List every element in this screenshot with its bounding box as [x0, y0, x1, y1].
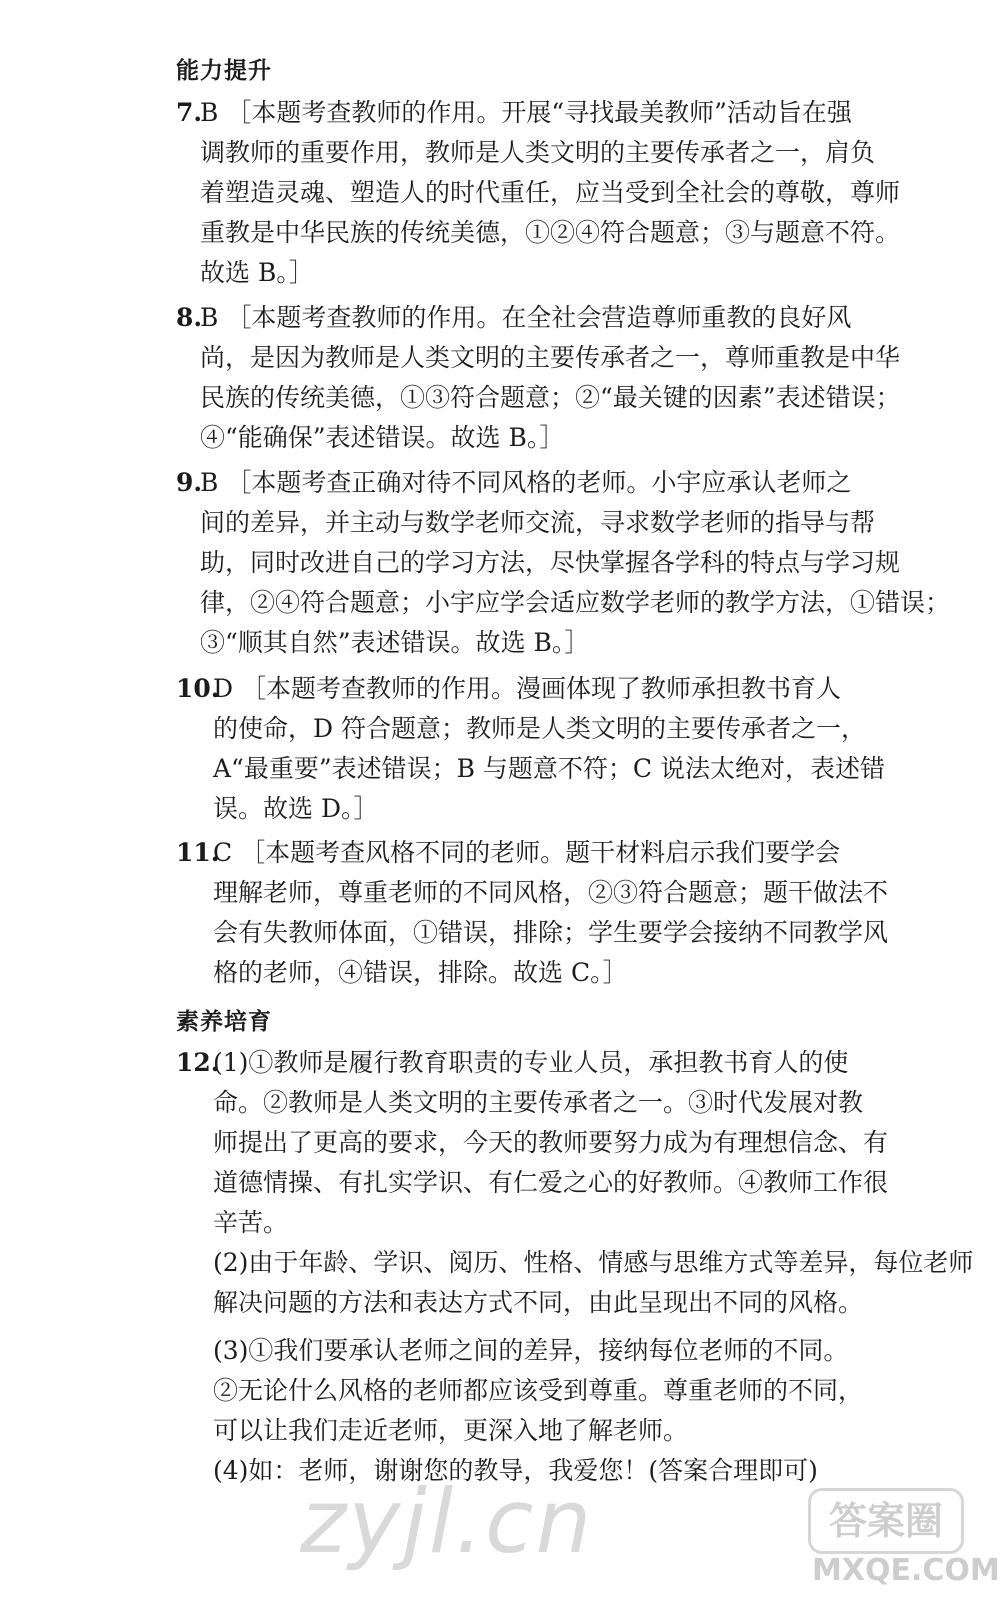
answer-line: B ［本题考查正确对待不同风格的老师。小宇应承认老师之	[200, 468, 852, 497]
answer-line: 格的老师，④错误，排除。故选 C。］	[213, 958, 628, 987]
answer-line: 间的差异，并主动与数学老师交流，寻求数学老师的指导与帮	[200, 508, 876, 537]
answer-line: 辛苦。	[213, 1208, 289, 1237]
answer-line: B ［本题考查教师的作用。在全社会营造尊师重教的良好风	[200, 303, 852, 332]
answer-line: B ［本题考查教师的作用。开展“寻找最美教师”活动旨在强	[200, 98, 852, 127]
answer-line: 会有失教师体面，①错误，排除；学生要学会接纳不同教学风	[213, 918, 889, 947]
answer-line: (3)①我们要承认老师之间的差异，接纳每位老师的不同。	[213, 1336, 849, 1365]
answer-line: 道德情操、有扎实学识、有仁爱之心的好教师。④教师工作很	[213, 1168, 889, 1197]
answer-line: 助，同时改进自己的学习方法，尽快掌握各学科的特点与学习规	[200, 548, 901, 577]
answer-line: D ［本题考查教师的作用。漫画体现了教师承担教书育人	[213, 674, 841, 703]
answer-line: ③“顺其自然”表述错误。故选 B。］	[200, 628, 590, 657]
answer-line: (1)①教师是履行教育职责的专业人员，承担教书育人的使	[213, 1048, 849, 1077]
answer-line: (4)如：老师，谢谢您的教导，我爱您！(答案合理即可)	[213, 1456, 818, 1485]
question-number: 8.	[176, 303, 203, 332]
answer-line: 着塑造灵魂、塑造人的时代重任，应当受到全社会的尊敬，尊师	[200, 178, 901, 207]
answer-line: A“最重要”表述错误；B 与题意不符；C 说法太绝对，表述错	[213, 754, 886, 783]
watermark-site: MXQE.COM	[812, 1553, 1000, 1588]
answer-line: 的使命，D 符合题意；教师是人类文明的主要传承者之一，	[213, 714, 866, 743]
section-title-literacy: 素养培育	[176, 1009, 272, 1035]
answer-line: 命。②教师是人类文明的主要传承者之一。③时代发展对教	[213, 1088, 864, 1117]
answer-line: ④“能确保”表述错误。故选 B。］	[200, 423, 565, 452]
section-title-ability: 能力提升	[176, 58, 272, 84]
question-number: 11.	[176, 838, 220, 867]
answer-line: 调教师的重要作用，教师是人类文明的主要传承者之一，肩负	[200, 138, 876, 167]
answer-line: ②无论什么风格的老师都应该受到尊重。尊重老师的不同，	[213, 1376, 864, 1405]
question-number: 9.	[176, 468, 203, 497]
answer-line: C ［本题考查风格不同的老师。题干材料启示我们要学会	[213, 838, 841, 867]
answer-line: 理解老师，尊重老师的不同风格，②③符合题意；题干做法不	[213, 878, 889, 907]
question-number: 12.	[176, 1048, 220, 1077]
watermark-logo: 答案圈	[808, 1488, 964, 1554]
question-number: 7.	[176, 98, 203, 127]
answer-line: 故选 B。］	[200, 258, 314, 287]
answer-line: 尚，是因为教师是人类文明的主要传承者之一，尊师重教是中华	[200, 343, 901, 372]
question-number: 10.	[176, 674, 220, 703]
answer-line: 律，②④符合题意；小宇应学会适应数学老师的教学方法，①错误；	[200, 588, 951, 617]
watermark-text: zyjl.cn	[300, 1470, 594, 1573]
answer-line: 师提出了更高的要求，今天的教师要努力成为有理想信念、有	[213, 1128, 889, 1157]
answer-line: (2)由于年龄、学识、阅历、性格、情感与思维方式等差异，每位老师	[213, 1248, 974, 1277]
answer-line: 可以让我们走近老师，更深入地了解老师。	[213, 1416, 689, 1445]
answer-line: 误。故选 D。］	[213, 794, 379, 823]
answer-line: 重教是中华民族的传统美德，①②④符合题意；③与题意不符。	[200, 218, 901, 247]
answer-line: 民族的传统美德，①③符合题意；②“最关键的因素”表述错误；	[200, 383, 901, 412]
answer-line: 解决问题的方法和表达方式不同，由此呈现出不同的风格。	[213, 1288, 864, 1317]
